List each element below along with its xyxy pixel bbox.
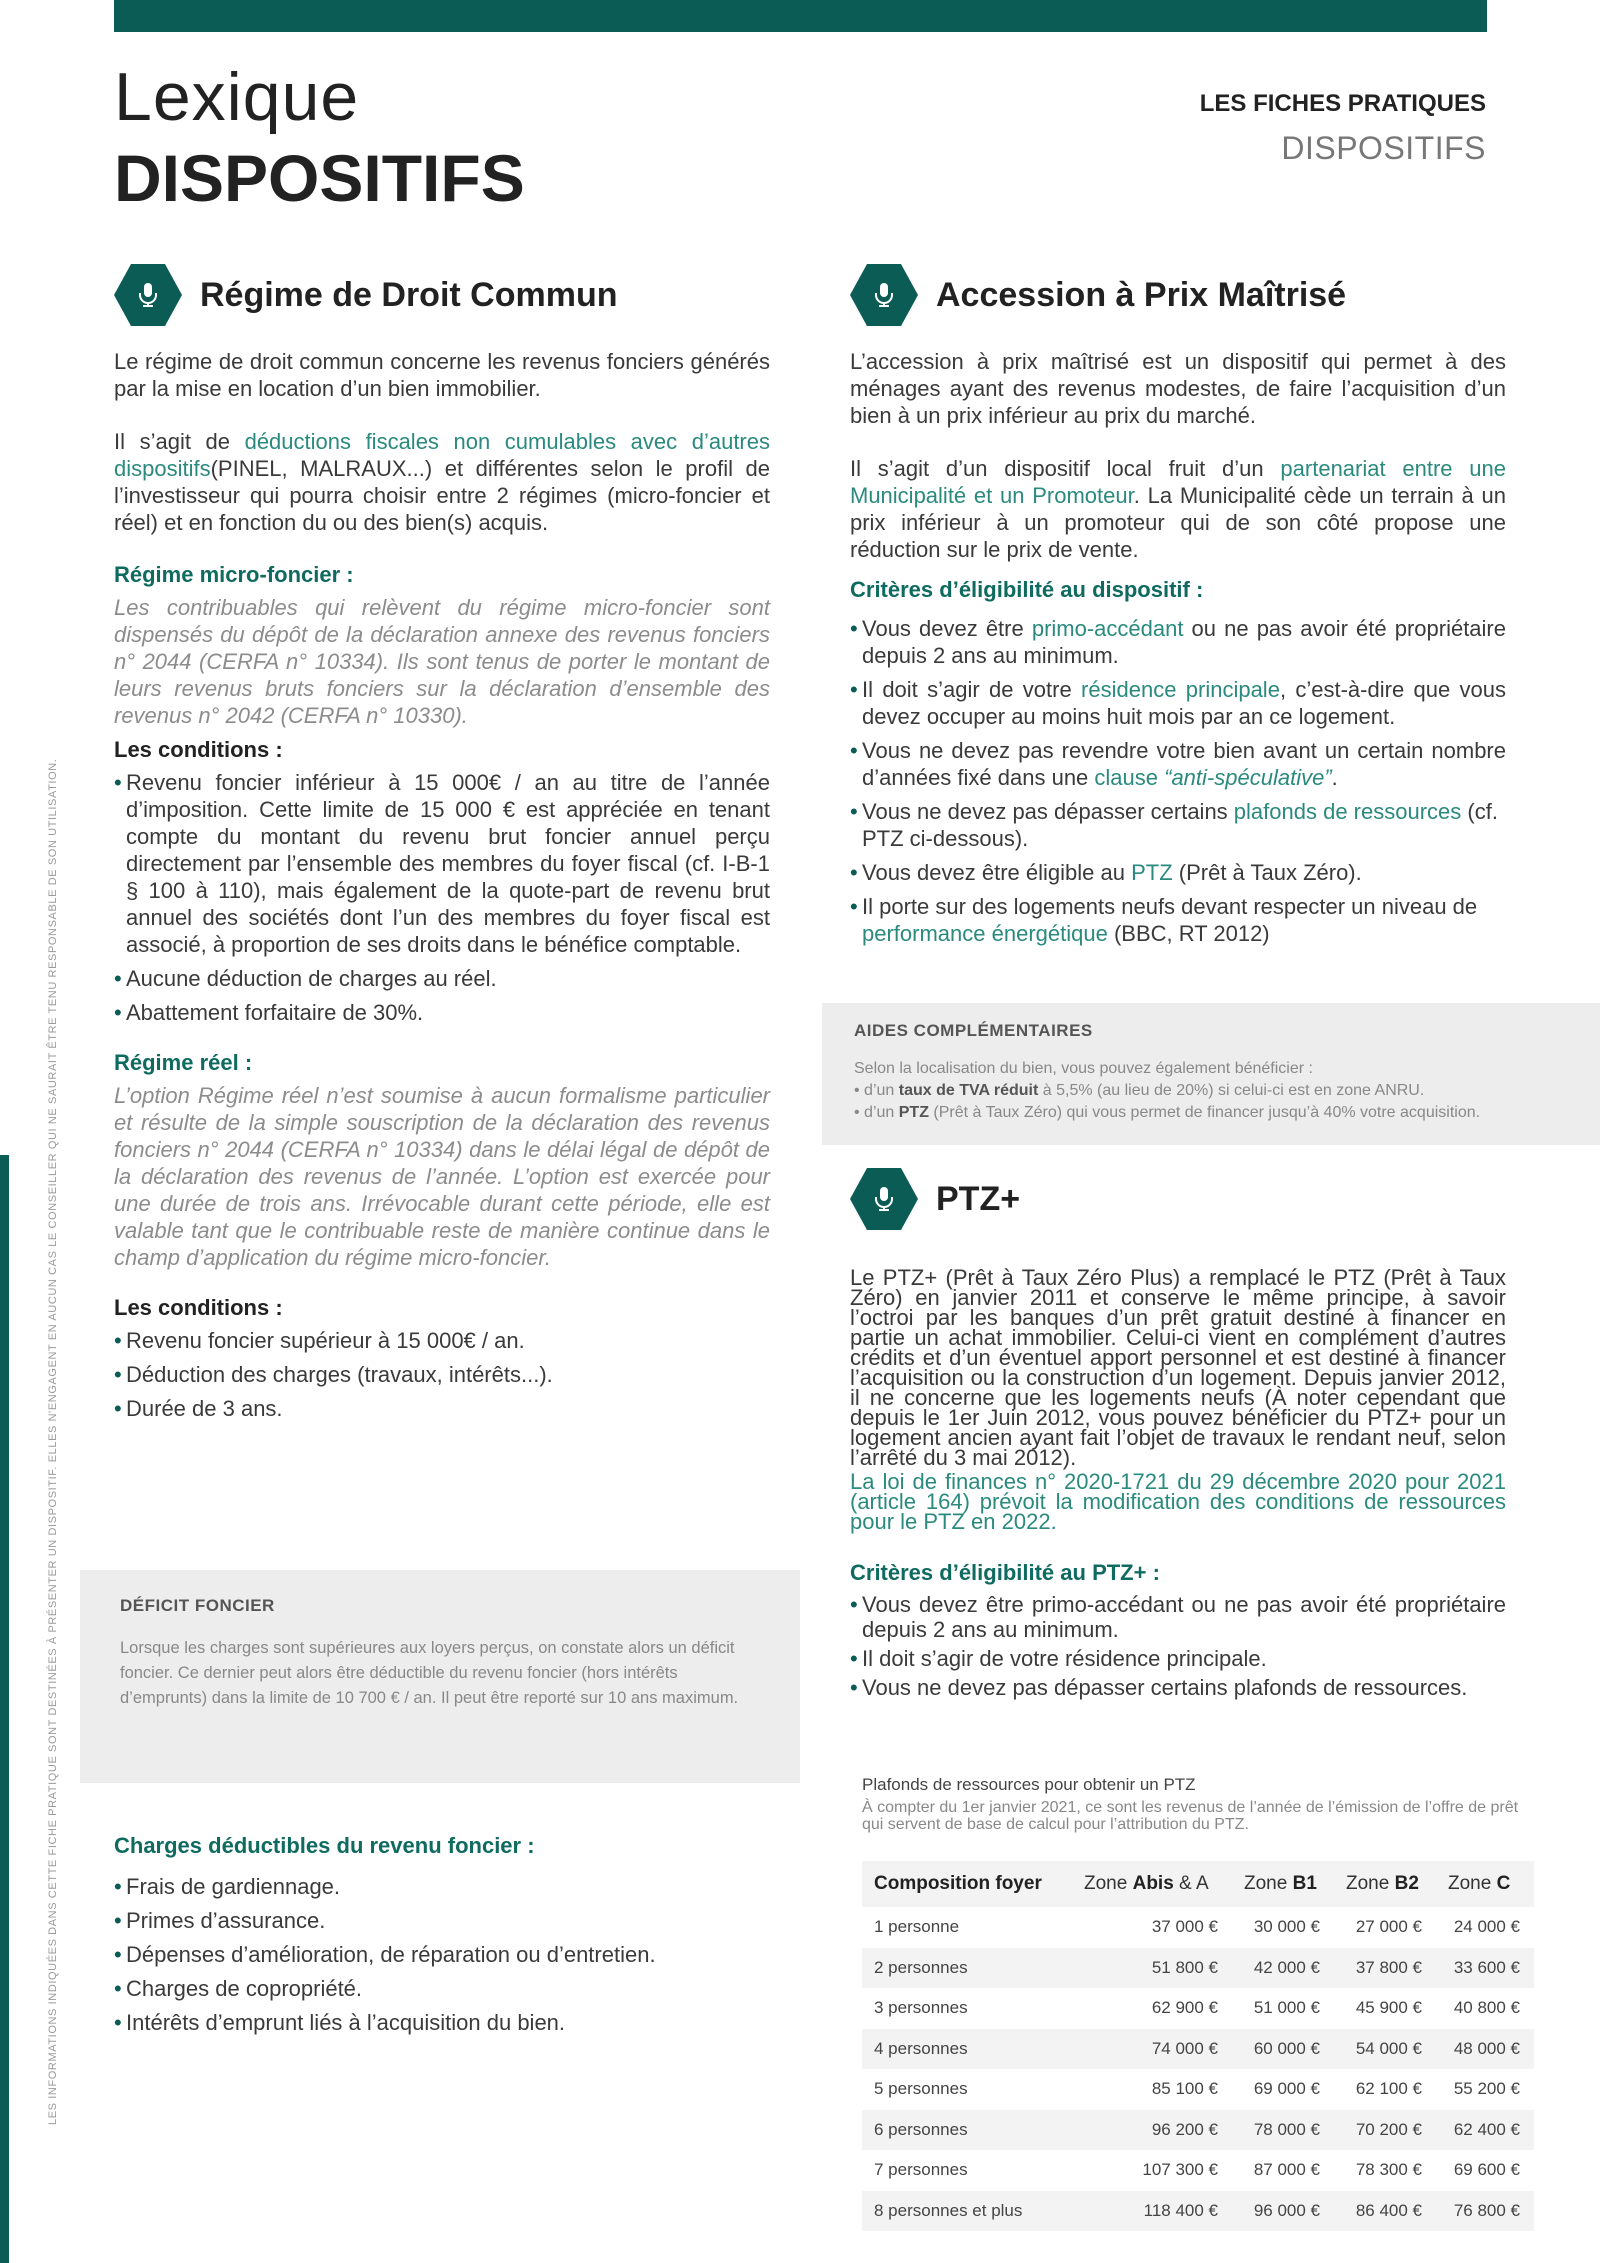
- subheading-conditions: Les conditions :: [114, 737, 283, 762]
- text: Zone: [1448, 1873, 1497, 1894]
- value-cell: 37 800 €: [1334, 1948, 1436, 1989]
- row-label-cell: 5 personnes: [874, 2079, 968, 2099]
- table-row: [862, 1907, 1534, 1948]
- value-cell: 86 400 €: [1334, 2191, 1436, 2232]
- box-text: Lorsque les charges sont supérieures aux loyers perçus, on constate alors un déficit foncier. Ce dernier peut alors être déductible du revenu foncier (hors intérêts d’emprunts) dans la limite de 10 700 € / an. Il peut être reporté sur 10 ans maximum.: [120, 1639, 739, 1707]
- text: .: [1331, 765, 1338, 790]
- section-title: Accession à Prix Maîtrisé: [936, 275, 1347, 314]
- text: Il doit s’agir de votre: [862, 677, 1082, 702]
- box-text: Selon la localisation du bien, vous pouvez également bénéficier :: [854, 1060, 1313, 1077]
- value-cell: 45 900 €: [1355, 1998, 1422, 2018]
- value-cell: 69 000 €: [1253, 2079, 1320, 2099]
- ptz-section: [850, 1166, 1506, 1704]
- list-item: • Dépenses d’amélioration, de réparation ou d’entretien.: [114, 1941, 770, 1968]
- table-body: [862, 1907, 1534, 2231]
- row-label-cell: 1 personne: [874, 1917, 960, 1937]
- value-cell: 87 000 €: [1253, 2160, 1320, 2180]
- table-row: [862, 1948, 1534, 1989]
- list-item: • Frais de gardiennage.: [114, 1873, 770, 1900]
- ptz-table-section: [862, 1775, 1542, 1833]
- list-item: • Revenu foncier supérieur à 15 000€ / an.: [114, 1327, 770, 1354]
- value-cell: 96 000 €: [1232, 2191, 1334, 2232]
- paragraph: L’accession à prix maîtrisé est un dispositif qui permet à des ménages ayant des revenus modestes, de faire l’acquisition d’un bien à un prix inférieur au prix du marché.: [850, 349, 1506, 428]
- box-title: DÉFICIT FONCIER: [120, 1596, 275, 1615]
- highlight-text: plafonds de ressources: [1233, 799, 1462, 824]
- table-row: [862, 2069, 1534, 2110]
- table-header-row: [862, 1861, 1534, 1907]
- text: • d’un: [854, 1082, 899, 1099]
- highlight-text: primo-accédant: [1031, 616, 1184, 641]
- charges-list: [114, 1873, 770, 2036]
- text: (Prêt à Taux Zéro) qui vous permet de financer jusqu’à 40% votre acquisition.: [928, 1104, 1481, 1121]
- page-title-light: Lexique: [114, 59, 360, 135]
- text: (cf. PTZ ci-dessous).: [862, 799, 1498, 851]
- paragraph: Le régime de droit commun concerne les revenus fonciers générés par la mise en location d’un bien immobilier.: [114, 349, 770, 401]
- box-text: [854, 1102, 1600, 1124]
- list-item: • Intérêts d’emprunt liés à l’acquisition du bien.: [114, 2009, 770, 2036]
- text: Abis: [1132, 1873, 1174, 1894]
- paragraph: [114, 428, 770, 536]
- list-item: [850, 676, 1506, 730]
- value-cell: 96 200 €: [1072, 2110, 1232, 2151]
- text: . La Municipalité cède un terrain à un prix inférieur à un promoteur qui de son côté propose une réduction sur le prix de vente.: [850, 483, 1506, 562]
- highlight-text: clause: [1094, 765, 1165, 790]
- row-label-cell: 4 personnes: [862, 2029, 1072, 2070]
- table-note: À compter du 1er janvier 2021, ce sont les revenus de l’année de l’émission de l’offre de prêt qui servent de base de calcul pour l’attribution du PTZ.: [862, 1799, 1519, 1833]
- right-column: [850, 262, 1506, 954]
- list-item: • Vous ne devez pas dépasser certains plafonds de ressources.: [850, 1675, 1506, 1700]
- column-header: [1334, 1861, 1436, 1907]
- text: (Prêt à Taux Zéro).: [1172, 860, 1362, 885]
- text: Zone: [1346, 1873, 1395, 1894]
- criteria-list: [850, 1592, 1506, 1700]
- column-header: [1436, 1861, 1534, 1907]
- text: C: [1496, 1873, 1511, 1894]
- list-item: [850, 859, 1506, 886]
- row-label-cell: 8 personnes et plus: [862, 2191, 1072, 2232]
- text: PTZ: [898, 1104, 929, 1121]
- microphone-icon: [850, 264, 918, 326]
- value-cell: 37 000 €: [1151, 1917, 1218, 1937]
- subheading-reel: Régime réel :: [114, 1050, 253, 1075]
- text: Il porte sur des logements neufs devant respecter un niveau de: [862, 894, 1478, 919]
- row-label-cell: 2 personnes: [862, 1948, 1072, 1989]
- subheading-micro: Régime micro-foncier :: [114, 562, 354, 587]
- text: Zone: [1084, 1873, 1133, 1894]
- highlight-text: déductions fiscales non cumulables avec d’autres dispositifs: [114, 429, 770, 481]
- text: Vous ne devez pas revendre votre bien avant un certain nombre d’années fixé dans une: [862, 738, 1506, 790]
- highlight-text: performance énergétique: [862, 921, 1108, 946]
- subheading-charges: Charges déductibles du revenu foncier :: [114, 1833, 535, 1858]
- row-label-cell: 6 personnes: [862, 2110, 1072, 2151]
- charges-section: [114, 1833, 770, 2043]
- list-item: • Il doit s’agir de votre résidence principale.: [850, 1646, 1506, 1671]
- list-item: • Abattement forfaitaire de 30%.: [114, 999, 770, 1026]
- text: Vous ne devez pas dépasser certains: [862, 799, 1234, 824]
- highlight-paragraph: La loi de finances n° 2020-1721 du 29 décembre 2020 pour 2021 (article 164) prévoit la modification des conditions de ressources pour le PTZ en 2022.: [850, 1469, 1506, 1534]
- value-cell: 60 000 €: [1232, 2029, 1334, 2070]
- value-cell: 76 800 €: [1436, 2191, 1534, 2232]
- table-title: Plafonds de ressources pour obtenir un PTZ: [862, 1775, 1196, 1794]
- text: Vous devez être: [862, 616, 1032, 641]
- value-cell: 70 200 €: [1334, 2110, 1436, 2151]
- list-item: [850, 737, 1506, 791]
- text: , c’est-à-dire que vous devez occuper au moins huit mois par an ce logement.: [862, 677, 1507, 729]
- text: Composition foyer: [874, 1873, 1042, 1894]
- row-label-cell: 7 personnes: [874, 2160, 968, 2180]
- text: taux de TVA réduit: [898, 1082, 1039, 1099]
- list-item: • Revenu foncier inférieur à 15 000€ / an au titre de l’année d’imposition. Cette limite de 15 000 € est appréciée en tenant compte du montant du revenu brut foncier annuel perçu directement par l’ensemble des membres du foyer fiscal (cf. I-B-1 § 100 à 110), mais également de la quote-part de revenu brut annuel des sociétés dont l’un des membres du foyer fiscal est associé, à proportion de ses droits dans le bénéfice comptable.: [114, 769, 770, 958]
- ptz-table: [862, 1861, 1534, 2231]
- text: B2: [1394, 1873, 1419, 1894]
- value-cell: 62 100 €: [1355, 2079, 1422, 2099]
- text: Il s’agit d’un dispositif local fruit d’un: [850, 456, 1281, 481]
- value-cell: 62 400 €: [1436, 2110, 1534, 2151]
- section-title: Régime de Droit Commun: [200, 275, 618, 314]
- text: ou ne pas avoir été propriétaire depuis 2 ans au minimum.: [862, 616, 1506, 668]
- left-column: [114, 262, 770, 1429]
- list-item: • Aucune déduction de charges au réel.: [114, 965, 770, 992]
- value-cell: 55 200 €: [1453, 2079, 1520, 2099]
- microphone-icon: [850, 1168, 918, 1230]
- highlight-text: PTZ: [1131, 860, 1173, 885]
- text: • d’un: [854, 1104, 899, 1121]
- series-label: LES FICHES PRATIQUES: [1199, 90, 1486, 117]
- table-row: [862, 2029, 1534, 2070]
- list-item: [850, 893, 1506, 947]
- list-item: [850, 798, 1506, 852]
- paragraph: Le PTZ+ (Prêt à Taux Zéro Plus) a remplacé le PTZ (Prêt à Taux Zéro) en janvier 2011 et conserve le même principe, à savoir l’octroi par les banques d’un prêt gratuit destiné à financer en partie un achat immobilier. Celui-ci vient en complément d’autres crédits et d’un éventuel apport personnel et est destiné à financer l’acquisition ou la construction d’un logement. Depuis janvier 2012, il ne concerne que les logements neufs (À noter cependant que depuis le 1er Juin 2012, vous pouvez bénéficier du PTZ+ pour un logement ancien ayant fait l’objet de travaux le rendant neuf, selon l’arrêté du 3 mai 2012).: [850, 1265, 1506, 1470]
- value-cell: 78 300 €: [1355, 2160, 1422, 2180]
- value-cell: 74 000 €: [1072, 2029, 1232, 2070]
- aides-box: [822, 1003, 1600, 1145]
- left-accent-bar: [0, 1155, 9, 2263]
- text: Il s’agit de: [114, 429, 245, 454]
- value-cell: 48 000 €: [1436, 2029, 1534, 2070]
- highlight-text: “anti-spéculative”: [1164, 765, 1332, 790]
- text: B1: [1292, 1873, 1317, 1894]
- table-row: [862, 2110, 1534, 2151]
- text: (BBC, RT 2012): [1107, 921, 1270, 946]
- paragraph: [850, 455, 1506, 563]
- text: & A: [1173, 1873, 1209, 1894]
- list-item: • Charges de copropriété.: [114, 1975, 770, 2002]
- column-header: [1072, 1861, 1232, 1907]
- table-row: [862, 2191, 1534, 2232]
- value-cell: 54 000 €: [1334, 2029, 1436, 2070]
- value-cell: 85 100 €: [1151, 2079, 1218, 2099]
- subheading-criteria: Critères d’éligibilité au dispositif :: [850, 577, 1204, 602]
- value-cell: 69 600 €: [1453, 2160, 1520, 2180]
- conditions-list: [114, 1327, 770, 1422]
- deficit-box: [80, 1570, 800, 1783]
- list-item: [850, 615, 1506, 669]
- text: Vous devez être éligible au: [862, 860, 1132, 885]
- value-cell: 33 600 €: [1436, 1948, 1534, 1989]
- value-cell: 24 000 €: [1453, 1917, 1520, 1937]
- value-cell: 40 800 €: [1453, 1998, 1520, 2018]
- row-label-cell: 3 personnes: [874, 1998, 968, 2018]
- value-cell: 62 900 €: [1151, 1998, 1218, 2018]
- list-item: • Primes d’assurance.: [114, 1907, 770, 1934]
- paragraph-reel: L’option Régime réel n’est soumise à aucun formalisme particulier et résulte de la simple souscription de la déclaration des revenus fonciers n° 2044 (CERFA n° 10334) dans le délai légal de dépôt de la déclaration des revenus de l’année. L’option est exercée pour une durée de trois ans. Irrévocable durant cette période, elle est valable tant que le contribuable reste de manière continue dans le champ d’application du régime micro-foncier.: [114, 1083, 770, 1270]
- value-cell: 107 300 €: [1142, 2160, 1218, 2180]
- value-cell: 42 000 €: [1232, 1948, 1334, 1989]
- box-title: AIDES COMPLÉMENTAIRES: [854, 1021, 1093, 1040]
- value-cell: 27 000 €: [1355, 1917, 1422, 1937]
- microphone-icon: [114, 264, 182, 326]
- series-sublabel: DISPOSITIFS: [1281, 130, 1486, 166]
- section-title: PTZ+: [936, 1179, 1021, 1218]
- conditions-list: [114, 769, 770, 1026]
- column-header: [862, 1861, 1072, 1907]
- section-header-ptz: [850, 1166, 1506, 1232]
- table-row: [862, 1988, 1534, 2029]
- side-disclaimer: LES INFORMATIONS INDIQUÉES DANS CETTE FICHE PRATIQUE SONT DESTINÉES À PRÉSENTER UN DISPOSITIF. ELLES N'ENGAGENT EN AUCUN CAS LE CONSEILLER QUI NE SAURAIT ÊTRE TENU RESPONSABLE DE SON UTILISATION.: [47, 758, 59, 2125]
- text: (PINEL, MALRAUX...) et différentes selon le profil de l’investisseur qui pourra choisir entre 2 régimes (micro-foncier et réel) et en fonction du ou des bien(s) acquis.: [114, 456, 770, 535]
- value-cell: 51 000 €: [1253, 1998, 1320, 2018]
- value-cell: 78 000 €: [1232, 2110, 1334, 2151]
- subheading-conditions: Les conditions :: [114, 1295, 283, 1320]
- value-cell: 30 000 €: [1253, 1917, 1320, 1937]
- text: à 5,5% (au lieu de 20%) si celui-ci est en zone ANRU.: [1038, 1082, 1425, 1099]
- highlight-text: partenariat entre une Municipalité et un Promoteur: [850, 456, 1506, 508]
- column-header: [1232, 1861, 1334, 1907]
- table-row: [862, 2150, 1534, 2191]
- text: Zone: [1244, 1873, 1293, 1894]
- highlight-text: résidence principale: [1081, 677, 1280, 702]
- section-header-apm: [850, 262, 1506, 328]
- value-cell: 51 800 €: [1072, 1948, 1232, 1989]
- subheading-criteria: Critères d’éligibilité au PTZ+ :: [850, 1560, 1160, 1585]
- list-item: • Durée de 3 ans.: [114, 1395, 770, 1422]
- top-accent-bar: [114, 0, 1487, 32]
- list-item: • Vous devez être primo-accédant ou ne pas avoir été propriétaire depuis 2 ans au minimum.: [850, 1592, 1506, 1642]
- value-cell: 118 400 €: [1072, 2191, 1232, 2232]
- section-header-rdc: [114, 262, 770, 328]
- box-text: [854, 1080, 1600, 1102]
- paragraph-micro: Les contribuables qui relèvent du régime micro-foncier sont dispensés du dépôt de la déclaration annexe des revenus fonciers n° 2044 (CERFA n° 10334). Ils sont tenus de porter le montant de leurs revenus bruts fonciers sur la déclaration d’ensemble des revenus n° 2042 (CERFA n° 10330).: [114, 595, 770, 728]
- list-item: • Déduction des charges (travaux, intérêts...).: [114, 1361, 770, 1388]
- criteria-list: [850, 615, 1506, 947]
- page-title-bold: DISPOSITIFS: [114, 141, 525, 215]
